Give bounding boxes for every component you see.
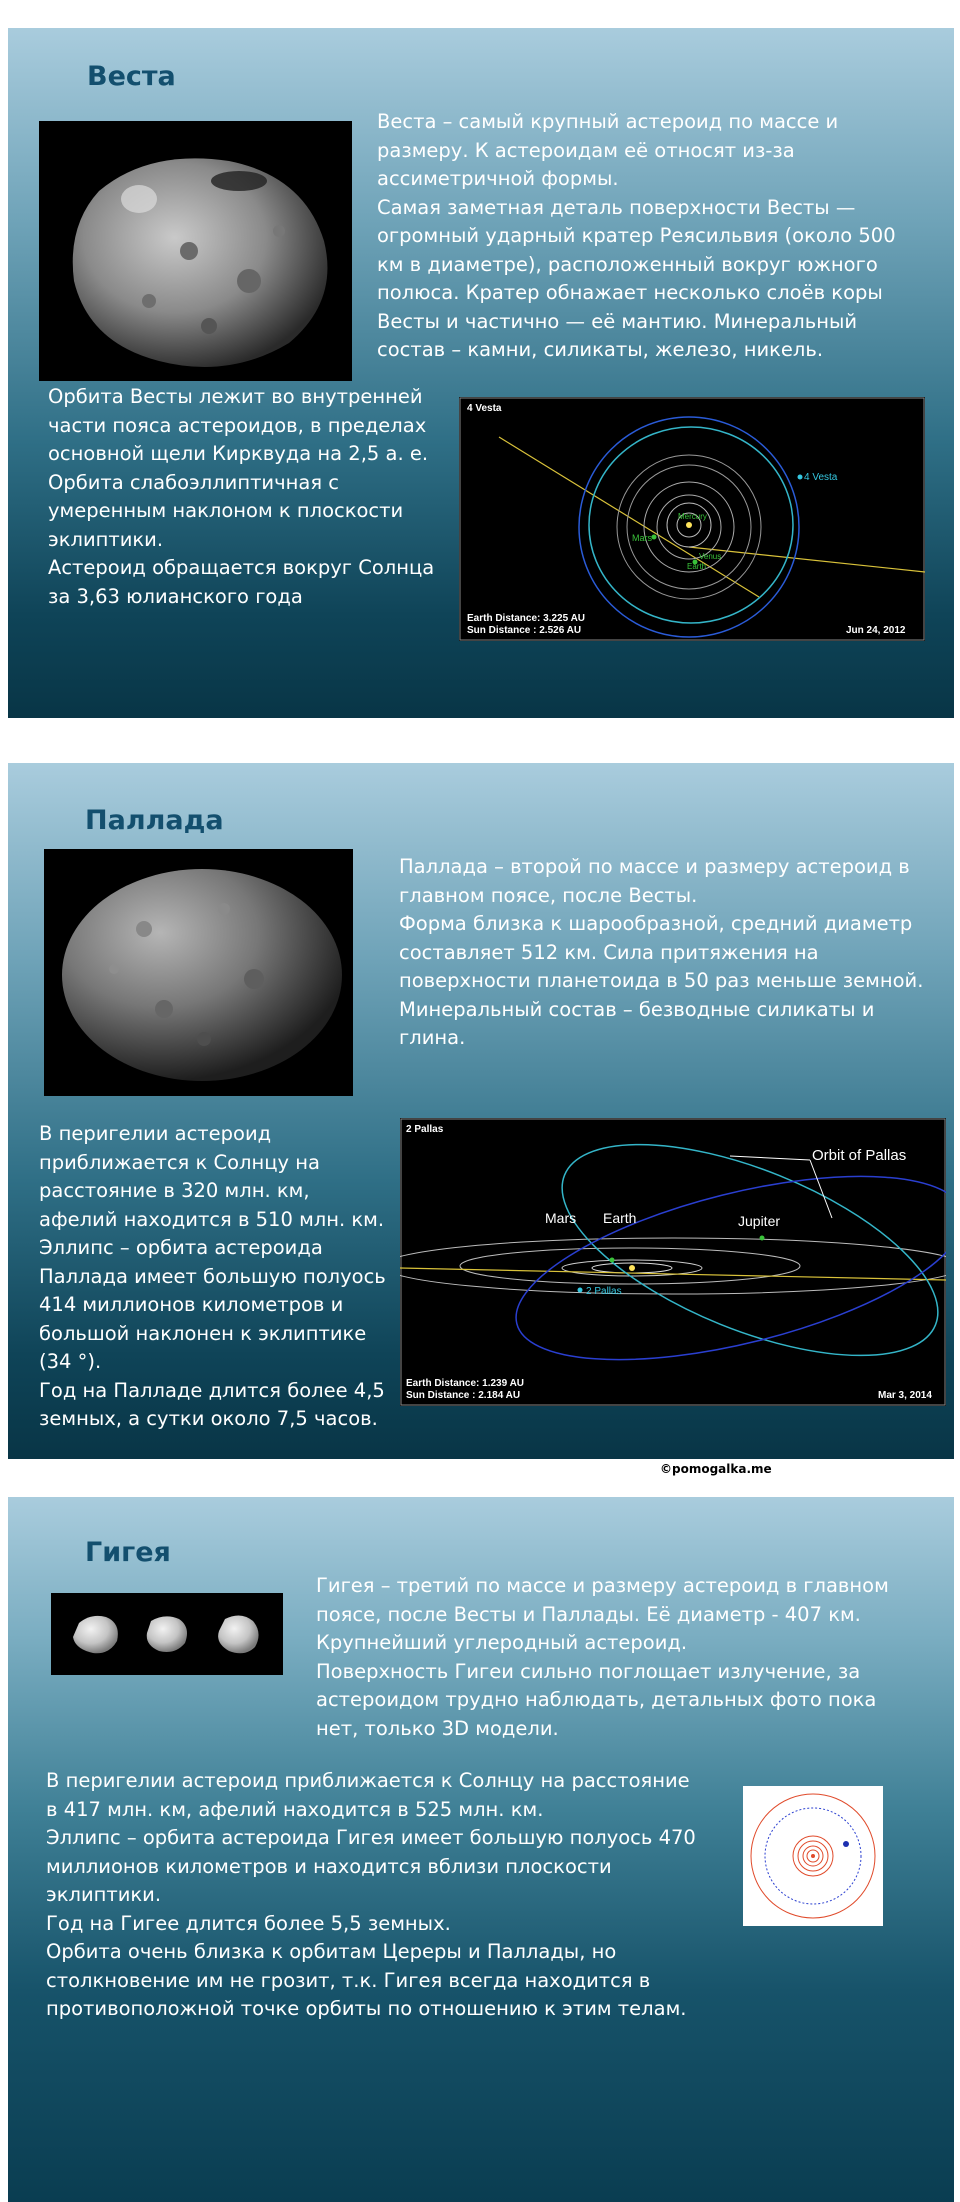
hygiea-title: Гигея: [85, 1537, 171, 1568]
pallas-diagram-label-mars: Mars: [545, 1210, 577, 1226]
pallas-photo: [44, 849, 353, 1096]
credit-watermark: ©pomogalka.me: [660, 1462, 772, 1476]
vesta-diagram-earth-distance: Earth Distance: 3.225 AU: [467, 613, 586, 624]
vesta-diagram-title: 4 Vesta: [467, 403, 502, 414]
pallas-diagram-sun-distance: Sun Distance : 2.184 AU: [406, 1390, 521, 1401]
pallas-diagram-title: 2 Pallas: [406, 1124, 444, 1135]
vesta-diagram-label-earth: Earth: [687, 562, 707, 571]
vesta-orbit-text: [48, 383, 453, 611]
slide-vesta: [8, 28, 954, 718]
vesta-description-text: Веста – самый крупный астероид по массе и размеру. К астероидам её относят из-за ассиметричной формы. Самая заметная деталь поверхности Весты — огромный ударный кратер Реясильвия (около 500 км в диаметре), расположенный вокруг южного полюса. Кратер обнажает несколько слоёв коры Весты и частично — её мантию. Минеральный состав – камни, силикаты, железо, никель.: [377, 110, 896, 361]
slide-hygiea: [8, 1497, 954, 2202]
vesta-photo: [39, 121, 352, 381]
hygiea-description: [316, 1572, 906, 1743]
vesta-diagram-sun-distance: Sun Distance : 2.526 AU: [467, 625, 582, 636]
pallas-description-text: Паллада – второй по массе и размеру астероид в главном поясе, после Весты. Форма близка к шарообразной, средний диаметр составляет 512 км. Сила притяжения на поверхности планетоида в 50 раз меньше земной. Минеральный состав – безводные силикаты и глина.: [399, 855, 924, 1049]
slide-pallas: [8, 763, 954, 1459]
pallas-orbit-text: [39, 1120, 389, 1434]
vesta-diagram-label-vesta: 4 Vesta: [804, 472, 838, 483]
vesta-description: [377, 108, 917, 365]
pallas-diagram-label-earth: Earth: [603, 1210, 637, 1226]
vesta-orbit-diagram: [459, 397, 925, 641]
pallas-diagram-label-jupiter: Jupiter: [738, 1213, 781, 1229]
vesta-orbit-paragraph: Орбита Весты лежит во внутренней части пояса астероидов, в пределах основной щели Кирквуда на 2,5 а. е. Орбита слабоэллиптичная с умеренным наклоном к плоскости эклиптики. Астероид обращается вокруг Солнца за 3,63 юлианского года: [48, 385, 435, 608]
hygiea-orbit-diagram: [743, 1786, 883, 1926]
pallas-diagram-label-pallas: 2 Pallas: [586, 1286, 622, 1297]
hygiea-orbit-paragraph: В перигелии астероид приближается к Солнцу на расстояние в 417 млн. км, афелий находится в 525 млн. км. Эллипс – орбита астероида Гигея имеет большую полуось 470 миллионов километров и находится вблизи плоскости эклиптики. Год на Гигее длится более 5,5 земных. Орбита очень близка к орбитам Цереры и Паллады, но столкновение им не грозит, т.к. Гигея всегда находится в противоположной точке орбиты по отношению к этим телам.: [46, 1769, 696, 2020]
pallas-orbit-paragraph: В перигелии астероид приближается к Солнцу на расстояние в 320 млн. км, афелий находится в 510 млн. км. Эллипс – орбита астероида Паллада имеет большую полуось 414 миллионов километров и большой наклонен к эклиптике (34 °). Год на Палладе длится более 4,5 земных, а сутки около 7,5 часов.: [39, 1122, 386, 1430]
vesta-diagram-date: Jun 24, 2012: [846, 625, 906, 636]
pallas-diagram-date: Mar 3, 2014: [878, 1390, 932, 1401]
pallas-description: [399, 853, 924, 1053]
pallas-orbit-diagram: [400, 1118, 946, 1406]
pallas-diagram-earth-distance: Earth Distance: 1.239 AU: [406, 1378, 525, 1389]
vesta-diagram-label-venus: Venus: [699, 552, 722, 561]
pallas-title: Паллада: [85, 805, 224, 836]
pallas-diagram-label-orbit: Orbit of Pallas: [812, 1147, 907, 1164]
hygiea-description-text: Гигея – третий по массе и размеру астероид в главном поясе, после Весты и Паллады. Её диаметр - 407 км. Крупнейший углеродный астероид. Поверхность Гигеи сильно поглощает излучение, за астероидом трудно наблюдать, детальных фото пока нет, только 3D модели.: [316, 1574, 889, 1740]
hygiea-orbit-text: [46, 1767, 706, 2024]
hygiea-3d-models: [51, 1593, 283, 1675]
vesta-diagram-label-mercury: Mercury: [678, 512, 707, 521]
vesta-diagram-label-mars: Mars: [632, 533, 652, 543]
vesta-title: Веста: [87, 61, 176, 92]
